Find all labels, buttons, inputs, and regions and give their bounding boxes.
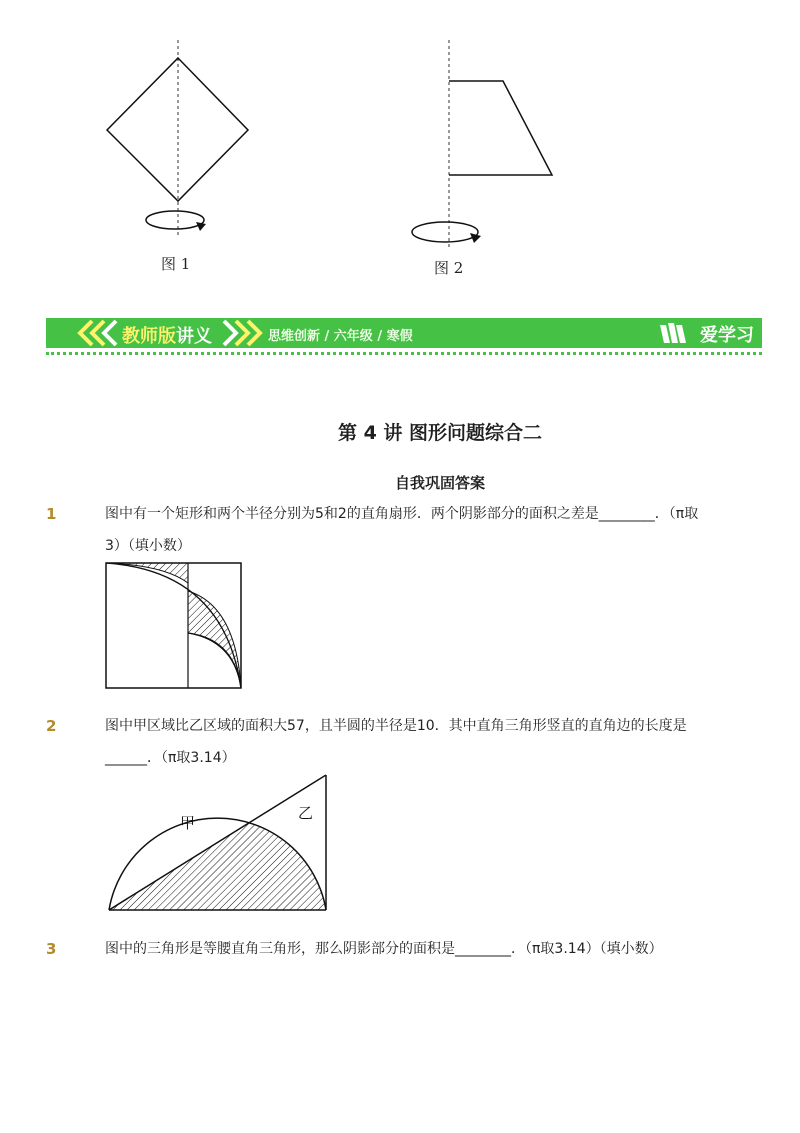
question-2-figure xyxy=(104,770,334,915)
breadcrumb: 思维创新 / 六年级 / 寒假 xyxy=(268,329,413,344)
question-1-number: 1 xyxy=(46,505,57,523)
region-yi-label: 乙 xyxy=(298,804,314,822)
figure-1-diamond xyxy=(100,38,260,248)
question-2-line-1: 图中甲区域比乙区域的面积大57，且半圆的半径是10．其中直角三角形竖直的直角边的长度是 xyxy=(105,718,687,734)
question-1-line-2: 3）（填小数） xyxy=(105,538,191,554)
lecture-subtitle: 自我巩固答案 xyxy=(394,474,485,492)
teacher-suffix: 讲义 xyxy=(176,326,212,347)
question-3-text xyxy=(105,933,735,965)
question-1-figure xyxy=(104,561,246,691)
brand-name: 爱学习 xyxy=(700,325,754,346)
header-banner xyxy=(46,318,762,348)
figure-2-caption: 图 2 xyxy=(434,259,464,277)
banner-dotted-divider xyxy=(46,352,762,355)
question-3-number: 3 xyxy=(46,940,57,958)
double-chevron-right-icon xyxy=(220,319,264,347)
double-chevron-left-icon xyxy=(76,319,120,347)
brand-logo-icon xyxy=(658,321,688,345)
teacher-edition-label xyxy=(122,322,212,348)
question-1-line-1: 图中有一个矩形和两个半径分别为5和2的直角扇形．两个阴影部分的面积之差是________．（π取 xyxy=(105,506,699,522)
figure-1-caption: 图 1 xyxy=(161,255,191,273)
teacher-prefix: 教师版 xyxy=(122,326,176,347)
question-1-text xyxy=(105,498,735,562)
question-2-text xyxy=(105,710,735,774)
region-jia-label: 甲 xyxy=(180,814,196,832)
question-2-number: 2 xyxy=(46,717,57,735)
lecture-title: 第 4 讲 图形问题综合二 xyxy=(337,422,543,444)
question-3-line-1: 图中的三角形是等腰直角三角形，那么阴影部分的面积是________．（π取3.14）（填小数） xyxy=(105,941,663,957)
figure-2-trapezoid xyxy=(405,38,565,253)
question-2-line-2: ______．（π取3.14） xyxy=(105,750,236,766)
